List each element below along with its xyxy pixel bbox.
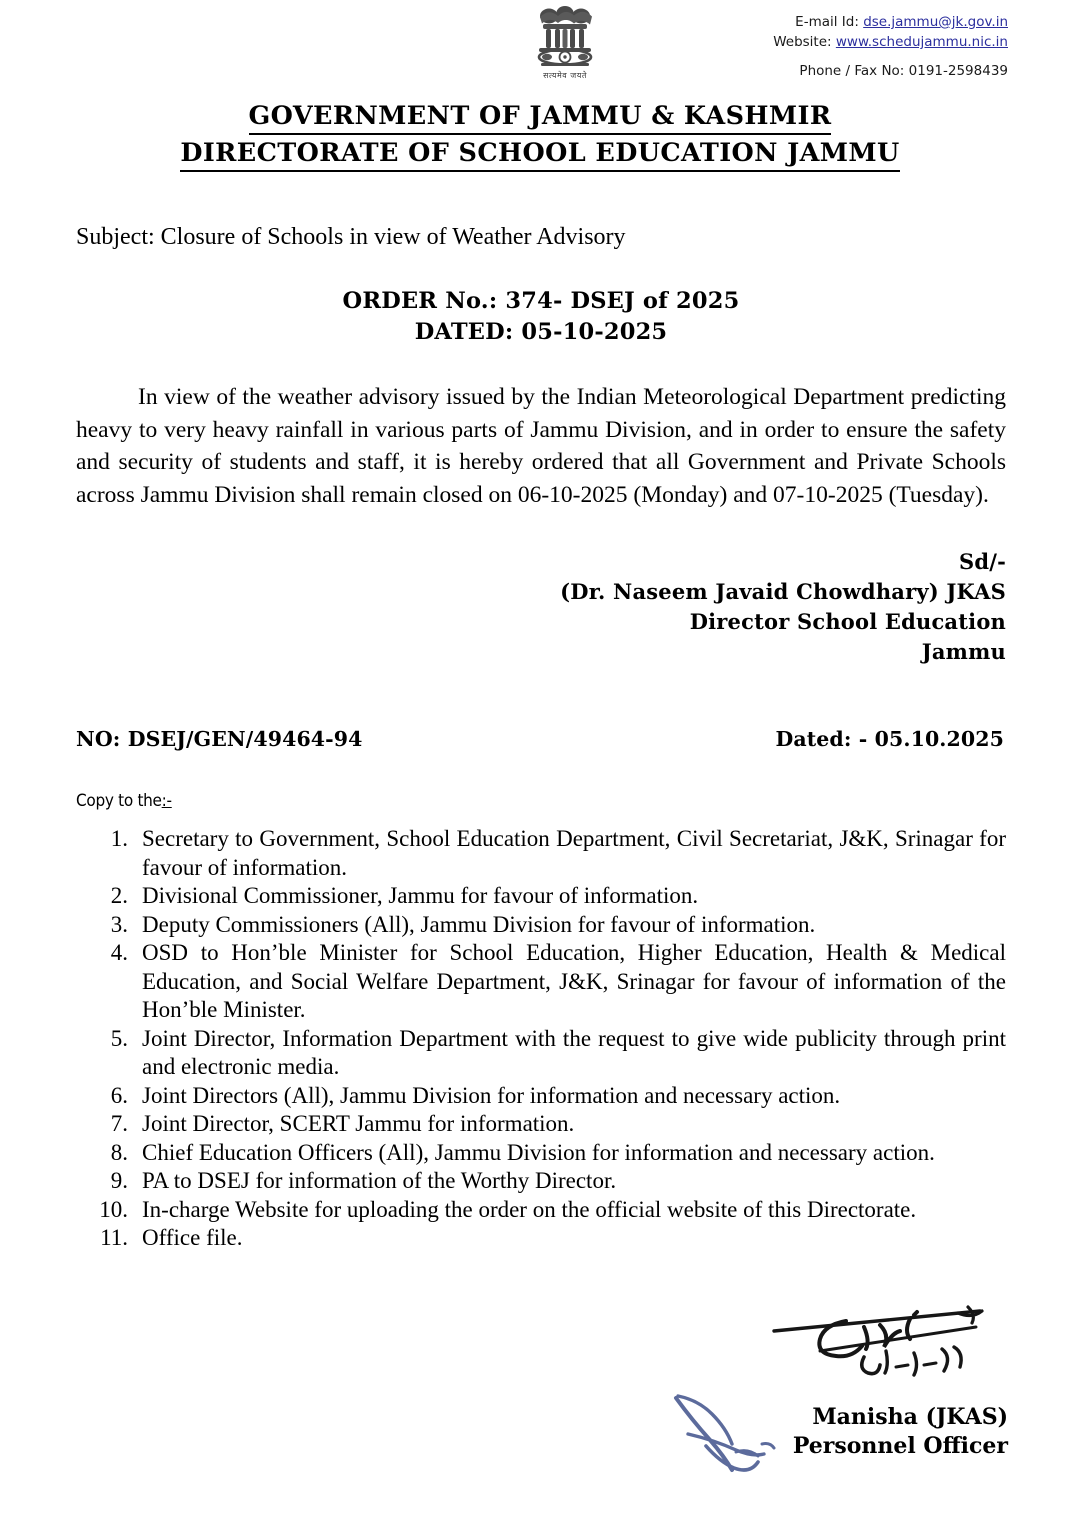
list-item-number: 2.: [110, 883, 128, 908]
personnel-officer-name: Manisha (JKAS): [812, 1404, 1008, 1430]
list-item-number: 6.: [110, 1082, 128, 1108]
list-item: [76, 1167, 1006, 1196]
list-item: [76, 1082, 1006, 1111]
director-designation: Director School Education: [689, 609, 1006, 634]
list-item-number: 10.: [99, 1196, 128, 1222]
ashoka-emblem: [521, 4, 609, 88]
reference-date: Dated: - 05.10.2025: [775, 727, 1004, 751]
list-item-text: Divisional Commissioner, Jammu for favour of information.: [142, 883, 699, 908]
subject-line: Subject: Closure of Schools in view of Weather Advisory: [76, 224, 626, 250]
list-item-number: 7.: [110, 1111, 128, 1136]
list-item-number: 5.: [110, 1025, 128, 1051]
list-item: [76, 1025, 1006, 1082]
contact-block: [773, 12, 1008, 81]
list-item: [76, 825, 1006, 882]
list-item-number: 9.: [110, 1168, 128, 1193]
order-number: ORDER No.: 374- DSEJ of 2025: [342, 288, 740, 314]
list-item: [76, 939, 1006, 1025]
order-body-paragraph: In view of the weather advisory issued by the Indian Meteorological Department predicting heavy to very heavy rainfall in various parts of Jammu Division, and in order to ensure the safety and security of students and staff, it is hereby ordered that all Government and Private Schools across Jammu Division shall remain closed on 06-10-2025 (Monday) and 07-10-2025 (Tuesday).: [76, 384, 1006, 508]
list-item-text: Joint Director, SCERT Jammu for information.: [142, 1111, 575, 1136]
list-item-text: Office file.: [142, 1225, 243, 1250]
reference-row: [76, 727, 1006, 751]
handwritten-signature-black: [768, 1305, 998, 1387]
list-item-text: In-charge Website for uploading the order on the official website of this Directorate.: [142, 1196, 917, 1222]
organization-titles: [0, 100, 1080, 172]
email-row: [773, 12, 1008, 32]
document-body: [76, 222, 1006, 1253]
website-link[interactable]: www.schedujammu.nic.in: [835, 34, 1008, 50]
sd-marker: Sd/-: [958, 549, 1006, 574]
copy-to-heading: [76, 791, 1006, 811]
personnel-officer-designation: Personnel Officer: [792, 1433, 1008, 1459]
copy-to-list: [76, 825, 1006, 1253]
emblem-motto: सत्यमेव जयते: [543, 71, 587, 80]
list-item-text: Secretary to Government, School Education Department, Civil Secretariat, J&K, Srinagar for favour of information.: [142, 826, 1006, 880]
list-item: [76, 1139, 1006, 1168]
list-item-text: Joint Directors (All), Jammu Division for information and necessary action.: [142, 1082, 841, 1108]
list-item-text: Deputy Commissioners (All), Jammu Division for favour of information.: [142, 911, 816, 937]
copy-to-suffix: :-: [161, 791, 172, 811]
list-item-number: 3.: [110, 911, 128, 937]
list-item: [76, 1196, 1006, 1225]
list-item-text: PA to DSEJ for information of the Worthy Director.: [142, 1168, 617, 1193]
list-item-number: 4.: [110, 940, 128, 965]
letterhead: [0, 0, 1080, 92]
order-heading-block: [76, 286, 1006, 347]
copy-to-text: Copy to the: [76, 791, 162, 811]
list-item-text: Joint Director, Information Department with the request to give wide publicity through print and electronic media.: [142, 1025, 1006, 1079]
directorate-title-text: DIRECTORATE OF SCHOOL EDUCATION JAMMU: [180, 137, 899, 172]
director-signature-block: [76, 547, 1006, 667]
email-label: E-mail Id:: [795, 14, 859, 30]
order-date: DATED: 05-10-2025: [414, 319, 668, 345]
list-item-number: 1.: [110, 826, 128, 851]
government-title-text: GOVERNMENT OF JAMMU & KASHMIR: [249, 100, 832, 135]
list-item: [76, 911, 1006, 940]
list-item: [76, 882, 1006, 911]
website-row: [773, 32, 1008, 52]
website-label: Website:: [773, 34, 832, 50]
list-item-text: OSD to Hon’ble Minister for School Education, Higher Education, Health & Medical Education, and Social Welfare Department, J&K, Srinagar for favour of information of the Hon’ble Minister.: [142, 940, 1006, 1022]
email-link[interactable]: dse.jammu@jk.gov.in: [863, 14, 1008, 30]
phone-fax-text: Phone / Fax No: 0191-2598439: [799, 63, 1008, 79]
personnel-officer-signature-block: [678, 1403, 1008, 1461]
list-item: [76, 1110, 1006, 1139]
list-item: [76, 1224, 1006, 1253]
list-item-number: 8.: [110, 1139, 128, 1165]
director-name: (Dr. Naseem Javaid Chowdhary) JKAS: [560, 579, 1006, 604]
directorate-title: [0, 137, 1080, 172]
list-item-number: 11.: [100, 1225, 128, 1250]
director-place: Jammu: [921, 639, 1006, 664]
government-title: [0, 100, 1080, 135]
list-item-text: Chief Education Officers (All), Jammu Division for information and necessary action.: [142, 1139, 935, 1165]
reference-number: NO: DSEJ/GEN/49464-94: [76, 727, 363, 751]
